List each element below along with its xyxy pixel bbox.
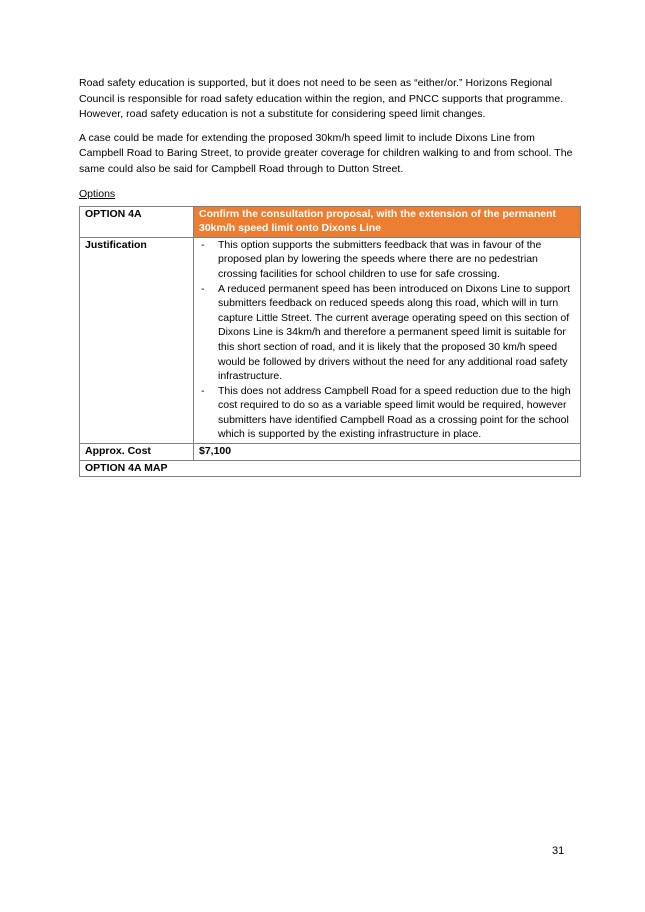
justification-row <box>80 237 581 443</box>
bullet-dash: - <box>201 238 205 251</box>
intro-paragraph-extension-case: A case could be made for extending the proposed 30km/h speed limit to include Dixons Line from Campbell Road to Baring Street, to provide greater coverage for children walking to and from school. The same could also be said for Campbell Road through to Dutton Street. <box>79 131 573 175</box>
justification-content <box>194 237 581 443</box>
options-heading: Options <box>79 187 116 200</box>
option-header-row <box>80 206 581 237</box>
justification-point-text: This option supports the submitters feedback that was in favour of the proposed plan by lowering the speeds where there are no pedestrian crossing facilities for school children to use for safe crossing. <box>218 238 542 280</box>
intro-paragraph-road-safety: Road safety education is supported, but it does not need to be seen as “either/or.” Horizons Regional Council is responsible for road safety education within the region, and PNCC supports that programme. However, road safety education is not a substitute for considering speed limit changes. <box>79 77 564 121</box>
justification-list <box>199 238 576 442</box>
justification-point <box>199 238 576 282</box>
bullet-dash: - <box>201 282 205 295</box>
map-row <box>80 460 581 477</box>
justification-point <box>199 282 576 384</box>
justification-point-text: This does not address Campbell Road for a speed reduction due to the high cost required to do so as a variable speed limit would be required, however submitters have identified Campbell Road as a crossing point for the school which is supported by the existing infrastructure in place. <box>218 384 571 441</box>
option-title: Confirm the consultation proposal, with the extension of the permanent 30km/h speed limit onto Dixons Line <box>194 206 581 237</box>
option-label: OPTION 4A <box>80 206 194 237</box>
cost-label: Approx. Cost <box>80 444 194 461</box>
justification-label: Justification <box>80 237 194 443</box>
cost-row <box>80 444 581 461</box>
document-page <box>79 76 579 477</box>
justification-point <box>199 384 576 442</box>
map-label: OPTION 4A MAP <box>80 460 581 477</box>
option-4a-table <box>79 206 581 478</box>
bullet-dash: - <box>201 384 205 397</box>
page-number: 31 <box>552 845 565 857</box>
justification-point-text: A reduced permanent speed has been introduced on Dixons Line to support submitters feedback on reduced speeds along this road, which will in turn capture Little Street. The current average operating speed on this section of Dixons Line is 34km/h and therefore a permanent speed limit is suitable for this short section of road, and it is likely that the proposed 30 km/h speed would be followed by drivers without the need for any additional road safety infrastructure. <box>218 282 570 383</box>
cost-value: $7,100 <box>194 444 581 461</box>
